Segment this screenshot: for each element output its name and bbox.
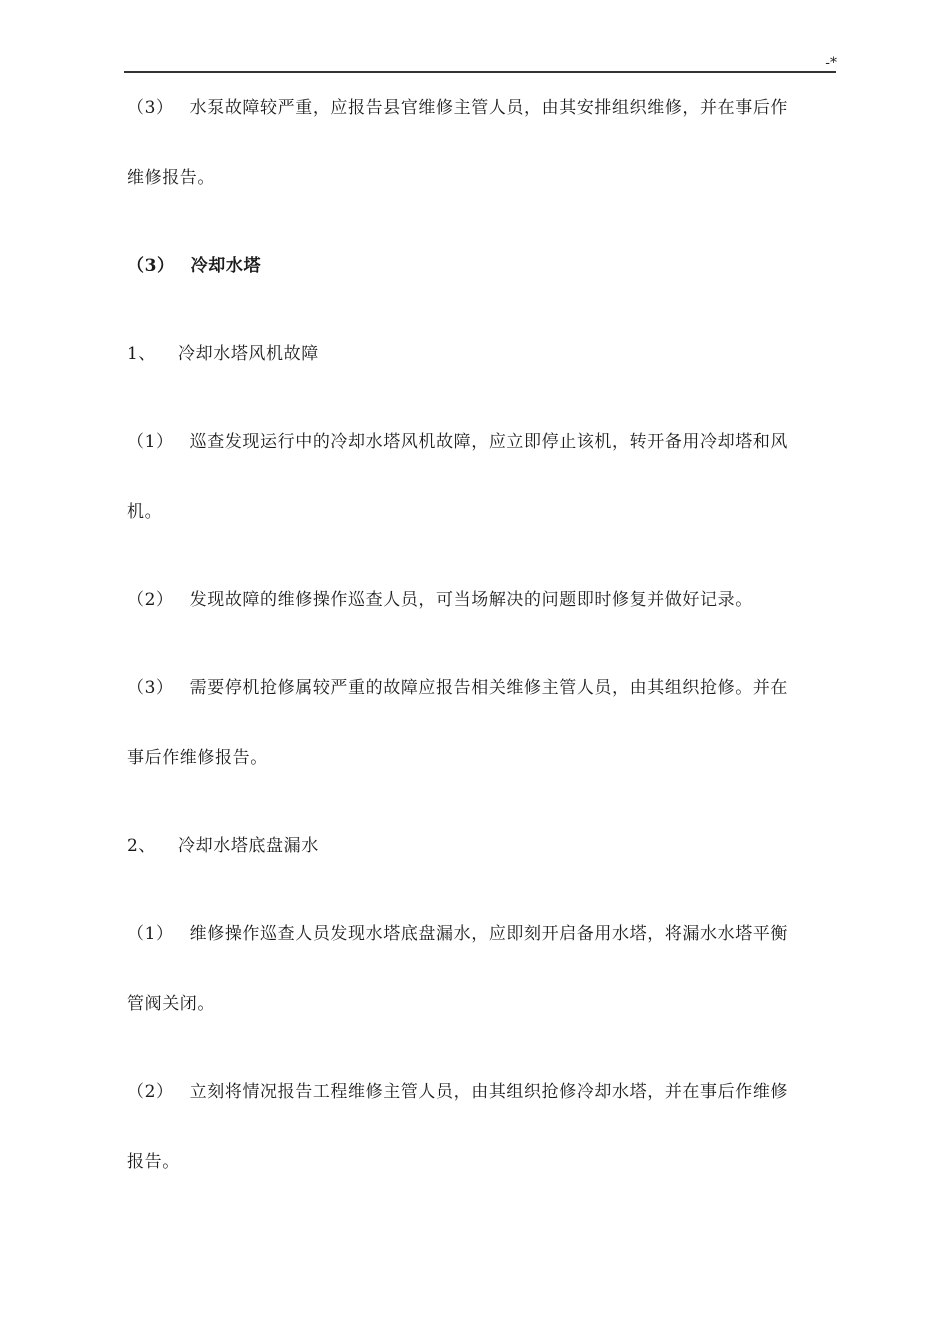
item-marker: （3） xyxy=(127,98,174,118)
paragraph-line xyxy=(127,993,839,1015)
paragraph-line xyxy=(127,589,839,611)
paragraph-line xyxy=(127,1081,839,1103)
header-page-mark: -* xyxy=(825,55,837,71)
paragraph-text: 机。 xyxy=(127,502,163,522)
paragraph-line xyxy=(127,747,839,769)
paragraph-line xyxy=(127,677,839,699)
section-title: 冷却水塔 xyxy=(190,256,262,276)
paragraph-text: 立刻将情况报告工程维修主管人员，由其组织抢修冷却水塔，并在事后作维修 xyxy=(189,1082,789,1102)
paragraph-text: 维修报告。 xyxy=(127,168,215,188)
subsection-title: 冷却水塔风机故障 xyxy=(178,344,319,364)
paragraph-text: 维修操作巡查人员发现水塔底盘漏水，应即刻开启备用水塔，将漏水水塔平衡 xyxy=(189,924,789,944)
paragraph-line xyxy=(127,167,839,189)
paragraph-text: 报告。 xyxy=(127,1152,180,1172)
paragraph-text: 需要停机抢修属较严重的故障应报告相关维修主管人员，由其组织抢修。并在 xyxy=(189,678,789,698)
item-marker: （2） xyxy=(127,1082,174,1102)
paragraph-text: 管阀关闭。 xyxy=(127,994,215,1014)
paragraph-line xyxy=(127,1151,839,1173)
header-rule xyxy=(124,71,836,73)
paragraph-text: 水泵故障较严重，应报告县官维修主管人员，由其安排组织维修，并在事后作 xyxy=(189,98,789,118)
paragraph-line xyxy=(127,501,839,523)
paragraph-text: 巡查发现运行中的冷却水塔风机故障，应立即停止该机，转开备用冷却塔和风 xyxy=(189,432,789,452)
subsection-heading xyxy=(127,343,839,365)
item-marker: （1） xyxy=(127,432,174,452)
subsection-title: 冷却水塔底盘漏水 xyxy=(178,836,319,856)
item-marker: （3） xyxy=(127,678,174,698)
section-marker: （3） xyxy=(127,256,175,276)
subsection-heading xyxy=(127,835,839,857)
paragraph-line xyxy=(127,431,839,453)
section-heading xyxy=(127,255,839,277)
subsection-marker: 1、 xyxy=(127,344,157,364)
paragraph-line xyxy=(127,923,839,945)
item-marker: （1） xyxy=(127,924,174,944)
paragraph-line xyxy=(127,97,839,119)
paragraph-text: 发现故障的维修操作巡查人员，可当场解决的问题即时修复并做好记录。 xyxy=(189,590,753,610)
paragraph-text: 事后作维修报告。 xyxy=(127,748,268,768)
item-marker: （2） xyxy=(127,590,174,610)
subsection-marker: 2、 xyxy=(127,836,157,856)
